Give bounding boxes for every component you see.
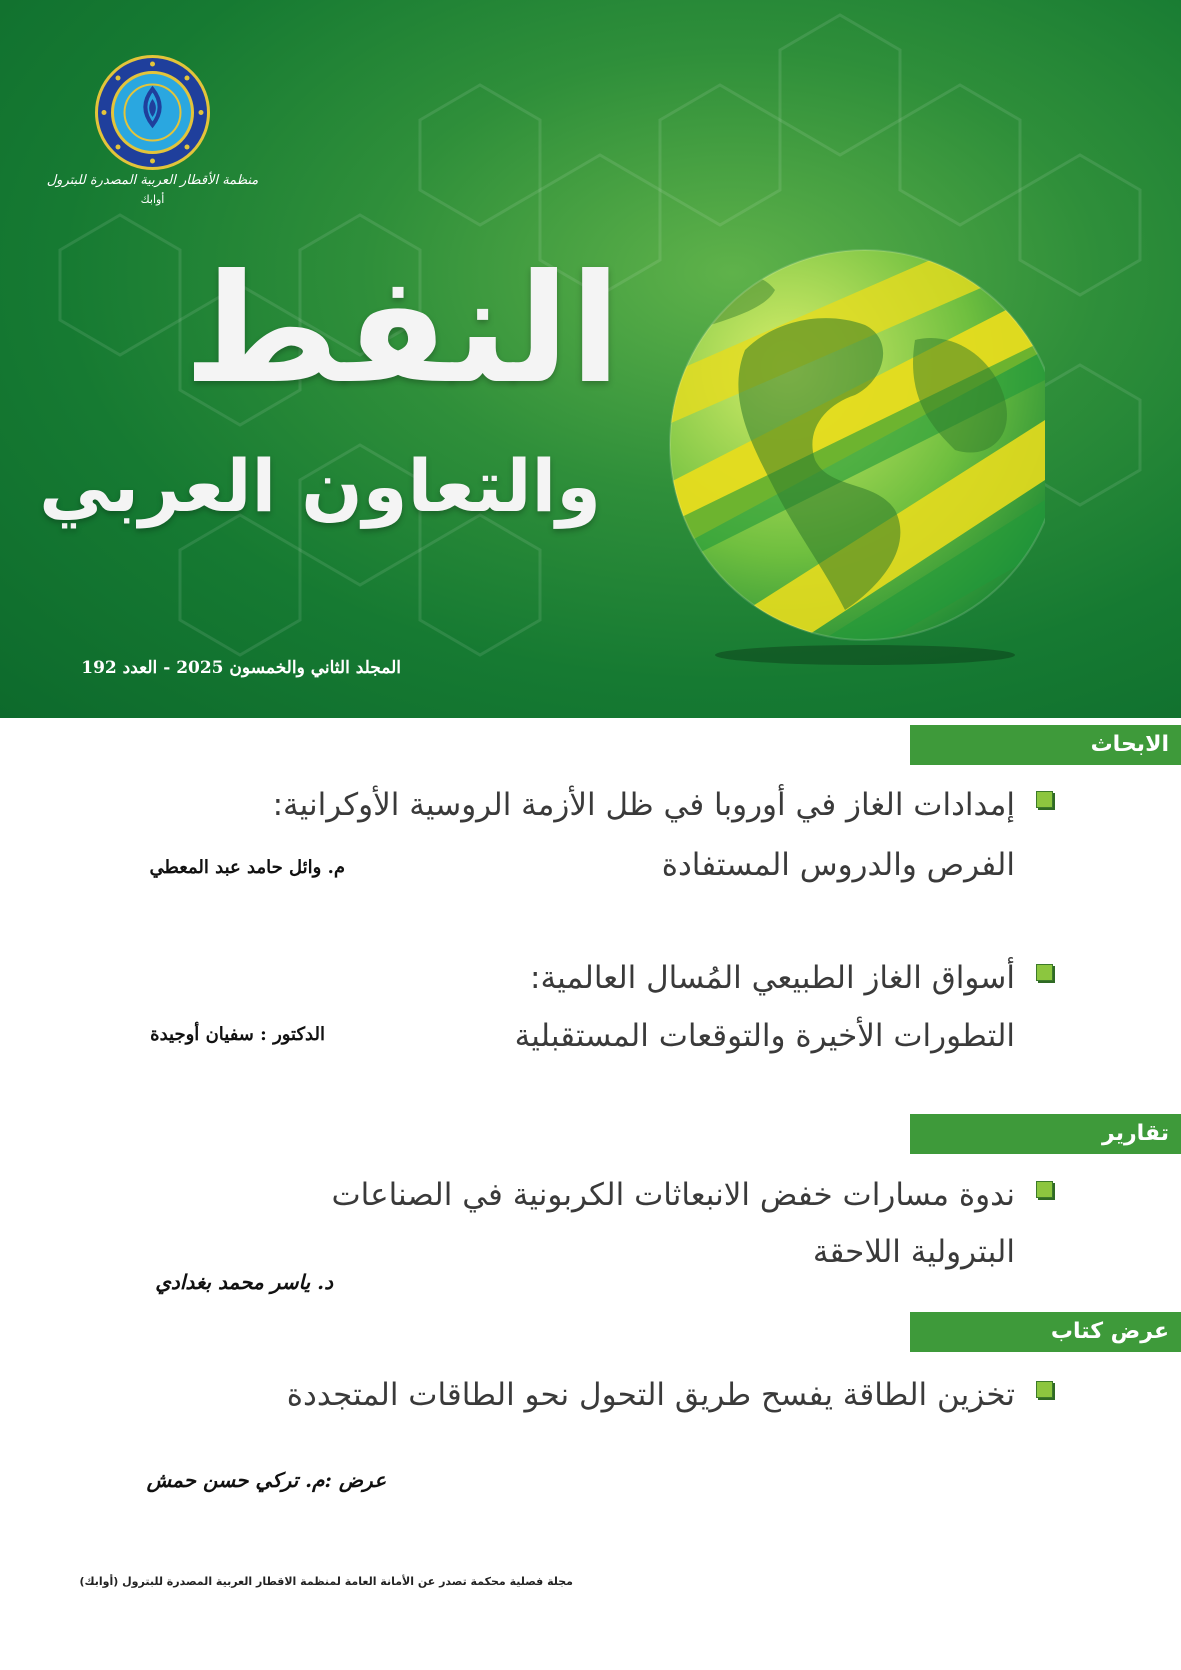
bullet-icon (1036, 1381, 1053, 1398)
section-header-research: الابحاث (910, 725, 1181, 765)
globe-illustration (655, 230, 1045, 670)
research-1-title-line1: إمدادات الغاز في أوروبا في ظل الأزمة الروسية الأوكرانية: (272, 787, 1015, 823)
bullet-icon (1036, 1181, 1053, 1198)
footer-note: مجلة فصلية محكمة تصدر عن الأمانة العامة لمنظمة الاقطار العربية المصدرة للبترول (أوابك) (79, 1575, 573, 1588)
report-1-author: د. ياسر محمد بغدادي (155, 1270, 333, 1294)
research-2-title-line2: التطورات الأخيرة والتوقعات المستقبلية (514, 1018, 1015, 1054)
report-1-title-line2: البترولية اللاحقة (812, 1234, 1015, 1270)
bullet-icon (1036, 964, 1053, 981)
research-2-title-line1: أسواق الغاز الطبيعي المُسال العالمية: (530, 960, 1015, 996)
cover-banner (0, 0, 1181, 718)
org-abbreviation: أوابك (140, 193, 165, 206)
section-header-reports: تقارير (910, 1114, 1181, 1154)
book-review-1-author: عرض :م. تركي حسن حمش (146, 1468, 386, 1492)
research-1-author: م. وائل حامد عبد المعطي (149, 857, 345, 878)
opec-logo (95, 55, 210, 170)
research-1-title-line2: الفرص والدروس المستفادة (661, 847, 1015, 883)
section-header-book-review: عرض كتاب (910, 1312, 1181, 1352)
issue-info: المجلد الثاني والخمسون 2025 - العدد 192 (81, 658, 401, 678)
org-name: منظمة الأقطار العربية المصدرة للبترول (46, 173, 259, 188)
report-1-title-line1: ندوة مسارات خفض الانبعاثات الكربونية في الصناعات (331, 1177, 1015, 1213)
magazine-subtitle: والتعاون العربي (39, 444, 601, 528)
bullet-icon (1036, 791, 1053, 808)
book-review-1-title: تخزين الطاقة يفسح طريق التحول نحو الطاقات المتجددة (286, 1377, 1015, 1413)
research-2-author: الدكتور : سفيان أوجيدة (150, 1024, 325, 1045)
magazine-title: النفط (183, 243, 621, 417)
